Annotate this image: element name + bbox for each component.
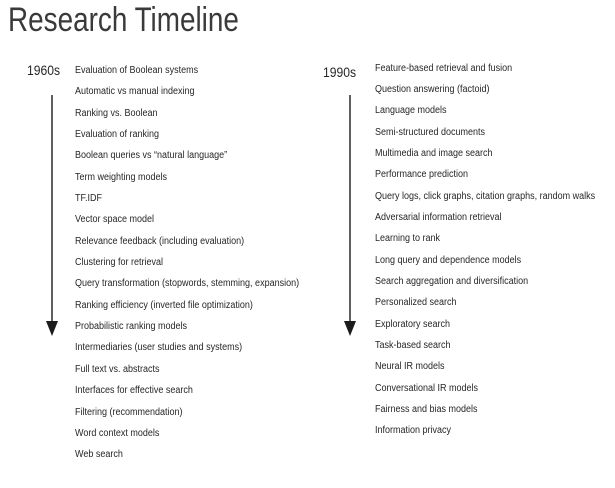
down-arrow-icon xyxy=(342,92,358,338)
timeline-item: Semi-structured documents xyxy=(375,126,486,138)
timeline-item: Vector space model xyxy=(75,214,155,226)
timeline-item: Evaluation of ranking xyxy=(75,129,160,141)
timeline-item: Boolean queries vs “natural language” xyxy=(75,150,228,162)
timeline-item: Performance prediction xyxy=(375,169,469,181)
timeline-item: Search aggregation and diversification xyxy=(375,275,529,287)
timeline-items-1990s xyxy=(375,58,595,442)
timeline-item: Automatic vs manual indexing xyxy=(75,86,195,98)
timeline-item: Personalized search xyxy=(375,297,457,309)
timeline-item: Web search xyxy=(75,449,123,461)
era-label-1990s: 1990s xyxy=(323,65,357,80)
timeline-item: Ranking efficiency (inverted file optimization) xyxy=(75,299,253,311)
down-arrow-icon xyxy=(44,92,60,338)
page-title: Research Timeline xyxy=(8,1,239,39)
timeline-item: Conversational IR models xyxy=(375,382,479,394)
timeline-item: Interfaces for effective search xyxy=(75,385,193,397)
timeline-item: Relevance feedback (including evaluation) xyxy=(75,235,245,247)
timeline-item: TF.IDF xyxy=(75,193,102,205)
timeline-item: Adversarial information retrieval xyxy=(375,211,502,223)
timeline-item: Learning to rank xyxy=(375,233,441,245)
timeline-item: Word context models xyxy=(75,427,160,439)
timeline-item: Neural IR models xyxy=(375,361,445,373)
timeline-items-1960s xyxy=(75,60,299,466)
timeline-item: Evaluation of Boolean systems xyxy=(75,65,199,76)
timeline-item: Probabilistic ranking models xyxy=(75,321,188,333)
timeline-item: Fairness and bias models xyxy=(375,404,478,415)
timeline-item: Question answering (factoid) xyxy=(375,83,490,95)
timeline-item: Intermediaries (user studies and systems) xyxy=(75,342,243,354)
timeline-item: Ranking vs. Boolean xyxy=(75,107,158,119)
timeline-item: Information privacy xyxy=(375,425,452,437)
timeline-item: Query logs, click graphs, citation graphs, random walks xyxy=(375,190,596,202)
timeline-item: Clustering for retrieval xyxy=(75,257,164,269)
timeline-item: Query transformation (stopwords, stemming, expansion) xyxy=(75,278,300,290)
timeline-item: Full text vs. abstracts xyxy=(75,363,160,375)
timeline-item: Feature-based retrieval and fusion xyxy=(375,62,513,74)
timeline-item: Filtering (recommendation) xyxy=(75,406,183,418)
timeline-item: Long query and dependence models xyxy=(375,254,522,266)
timeline-item: Multimedia and image search xyxy=(375,147,493,159)
era-label-1960s: 1960s xyxy=(27,63,61,78)
timeline-item: Task-based search xyxy=(375,339,451,351)
timeline-item: Term weighting models xyxy=(75,171,168,183)
timeline-item: Language models xyxy=(375,105,447,117)
timeline-item: Exploratory search xyxy=(375,318,451,330)
